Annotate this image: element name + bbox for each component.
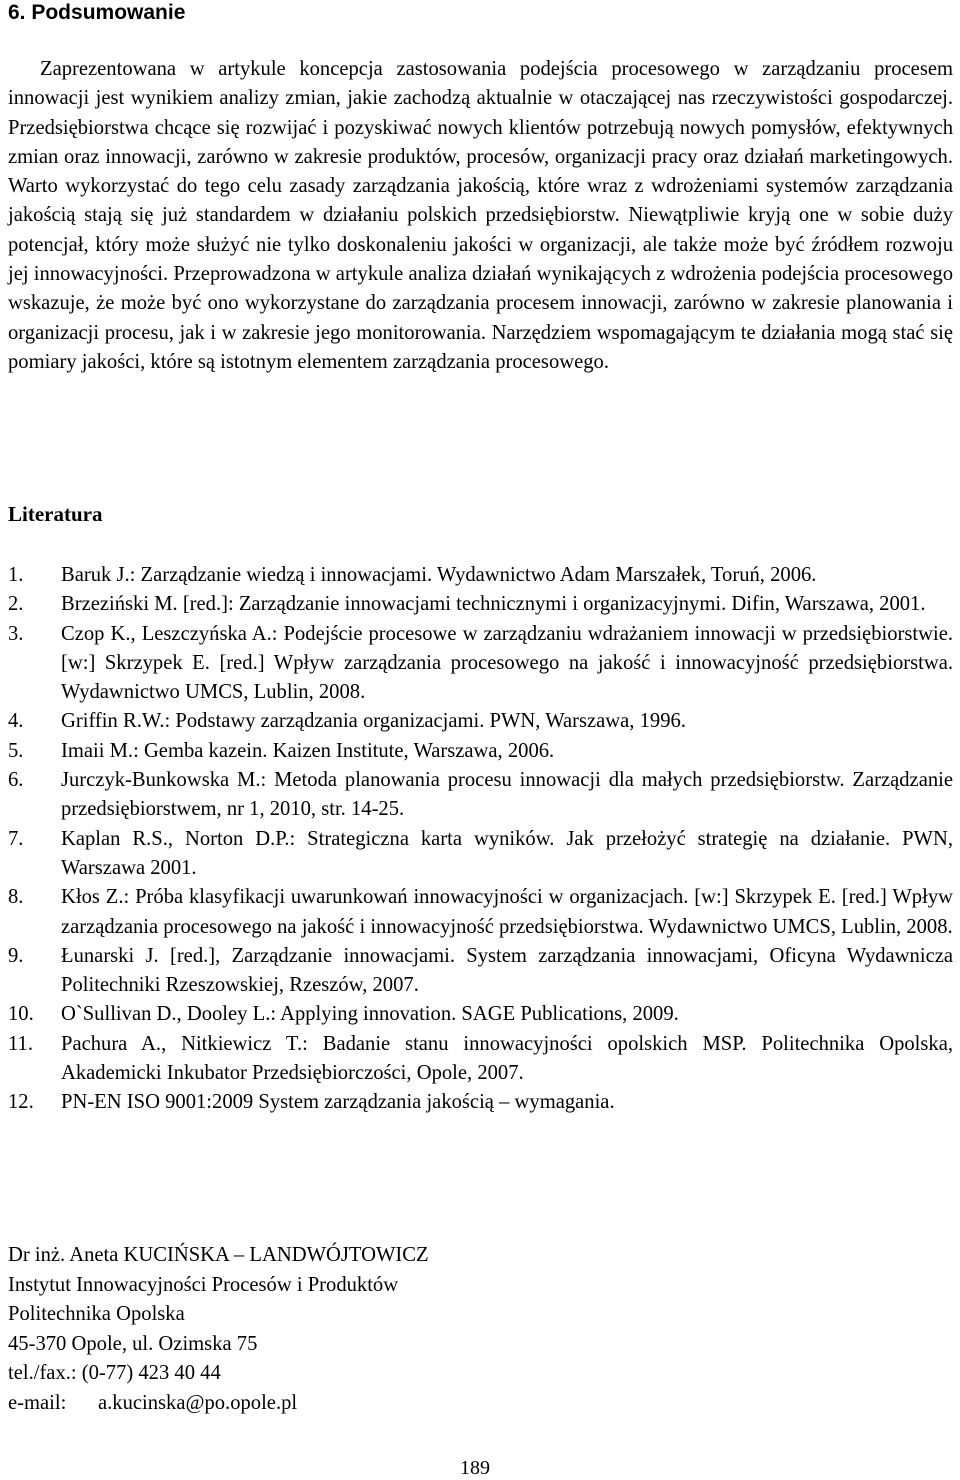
reference-item [8,825,953,884]
summary-paragraph: Zaprezentowana w artykule koncepcja zastosowania podejścia procesowego w zarządzaniu procesem innowacji jest wynikiem analizy zmian, jakie zachodzą aktualnie w otaczającej nas rzeczywistości gospodarczej. Przedsiębiorstwa chcące się rozwijać i pozyskiwać nowych klientów potrzebują nowych pomysłów, efektywnych zmian oraz innowacji, zarówno w zakresie produktów, procesów, organizacji pracy oraz działań marketingowych. Warto wykorzystać do tego celu zasady zarządzania jakością, które wraz z wdrożeniami systemów zarządzania jakością stają się już standardem w działaniu polskich przedsiębiorstw. Niewątpliwie kryją one w sobie duży potencjał, który może służyć nie tylko doskonaleniu jakości w organizacji, ale także może być źródłem rozwoju jej innowacyjności. Przeprowadzona w artykule analiza działań wynikających z wdrożenia podejścia procesowego wskazuje, że może być ono wykorzystane do zarządzania procesem innowacji, zarówno w zakresie planowania i organizacji procesu, jak i w zakresie jego monitorowania. Narzędziem wspomagającym te działania mogą stać się pomiary jakości, które są istotnym elementem zarządzania procesowego. [8,58,953,373]
reference-item [8,766,953,825]
email-label: e-mail: [8,1391,67,1414]
reference-text: Pachura A., Nitkiewicz T.: Badanie stanu innowacyjności opolskich MSP. Politechnika Opolska, Akademicki Inkubator Przedsiębiorczości, Opole, 2007. [61,1032,953,1085]
reference-text: PN-EN ISO 9001:2009 System zarządzania jakością – wymagania. [61,1091,615,1114]
author-institute: Instytut Innowacyjności Procesów i Produktów [8,1273,399,1296]
literature-heading: Literatura [8,502,103,526]
author-block [8,1241,429,1419]
author-address: 45-370 Opole, ul. Ozimska 75 [8,1332,258,1355]
reference-number: 4. [8,710,24,733]
reference-number: 1. [8,564,24,586]
reference-number: 11. [8,1032,33,1055]
reference-text: Łunarski J. [red.], Zarządzanie innowacjami. System zarządzania innowacjami, Oficyna Wydawnicza Politechniki Rzeszowskiej, Rzeszów, 2007. [61,944,953,997]
author-email-row [8,1389,429,1419]
reference-text: O`Sullivan D., Dooley L.: Applying innovation. SAGE Publications, 2009. [61,1003,679,1026]
reference-text: Imaii M.: Gemba kazein. Kaizen Institute, Warszawa, 2006. [61,739,555,762]
reference-item [8,883,953,942]
reference-item [8,590,953,619]
author-email: a.kucinska@po.opole.pl [98,1391,298,1414]
reference-number: 5. [8,739,24,762]
reference-text: Baruk J.: Zarządzanie wiedzą i innowacjami. Wydawnictwo Adam Marszałek, Toruń, 2006. [61,564,817,586]
reference-text: Brzeziński M. [red.]: Zarządzanie innowacjami technicznymi i organizacyjnymi. Difin, Warszawa, 2001. [61,593,926,616]
reference-item [8,1000,953,1029]
reference-number: 2. [8,593,24,616]
reference-number: 6. [8,769,24,792]
reference-number: 12. [8,1091,34,1114]
author-university: Politechnika Opolska [8,1303,185,1326]
reference-item [8,707,953,736]
reference-text: Jurczyk-Bunkowska M.: Metoda planowania procesu innowacji dla małych przedsiębiorstw. Zarządzanie przedsiębiorstwem, nr 1, 2010, str. 14-25. [61,769,953,821]
reference-text: Kłos Z.: Próba klasyfikacji uwarunkowań innowacyjności w organizacjach. [w:] Skrzypek E. [red.] Wpływ zarządzania procesowego na jakość i innowacyjność przedsiębiorstwa. Wydawnictwo UMCS, Lublin, 2008. [61,886,953,938]
references-list [8,561,953,1118]
reference-item [8,620,953,708]
reference-item [8,561,953,590]
reference-number: 7. [8,827,24,850]
reference-item [8,942,953,1001]
author-phone: tel./fax.: (0-77) 423 40 44 [8,1362,221,1385]
section-heading: 6. Podsumowanie [8,1,186,24]
reference-number: 10. [8,1003,34,1026]
reference-number: 3. [8,622,24,645]
reference-number: 8. [8,886,24,909]
reference-item [8,1030,953,1089]
reference-text: Czop K., Leszczyńska A.: Podejście procesowe w zarządzaniu wdrażaniem innowacji w przedsiębiorstwie. [w:] Skrzypek E. [red.] Wpływ zarządzania procesowego na jakość i innowacyjność przedsiębiorstwa. Wydawnictwo UMCS, Lublin, 2008. [61,622,953,704]
reference-text: Griffin R.W.: Podstawy zarządzania organizacjami. PWN, Warszawa, 1996. [61,710,686,733]
reference-item [8,1088,953,1117]
reference-text: Kaplan R.S., Norton D.P.: Strategiczna karta wyników. Jak przełożyć strategię na działanie. PWN, Warszawa 2001. [61,827,953,879]
reference-item [8,737,953,766]
page-number: 189 [460,1457,490,1479]
reference-number: 9. [8,944,24,967]
author-name: Dr inż. Aneta KUCIŃSKA – LANDWÓJTOWICZ [8,1244,429,1266]
